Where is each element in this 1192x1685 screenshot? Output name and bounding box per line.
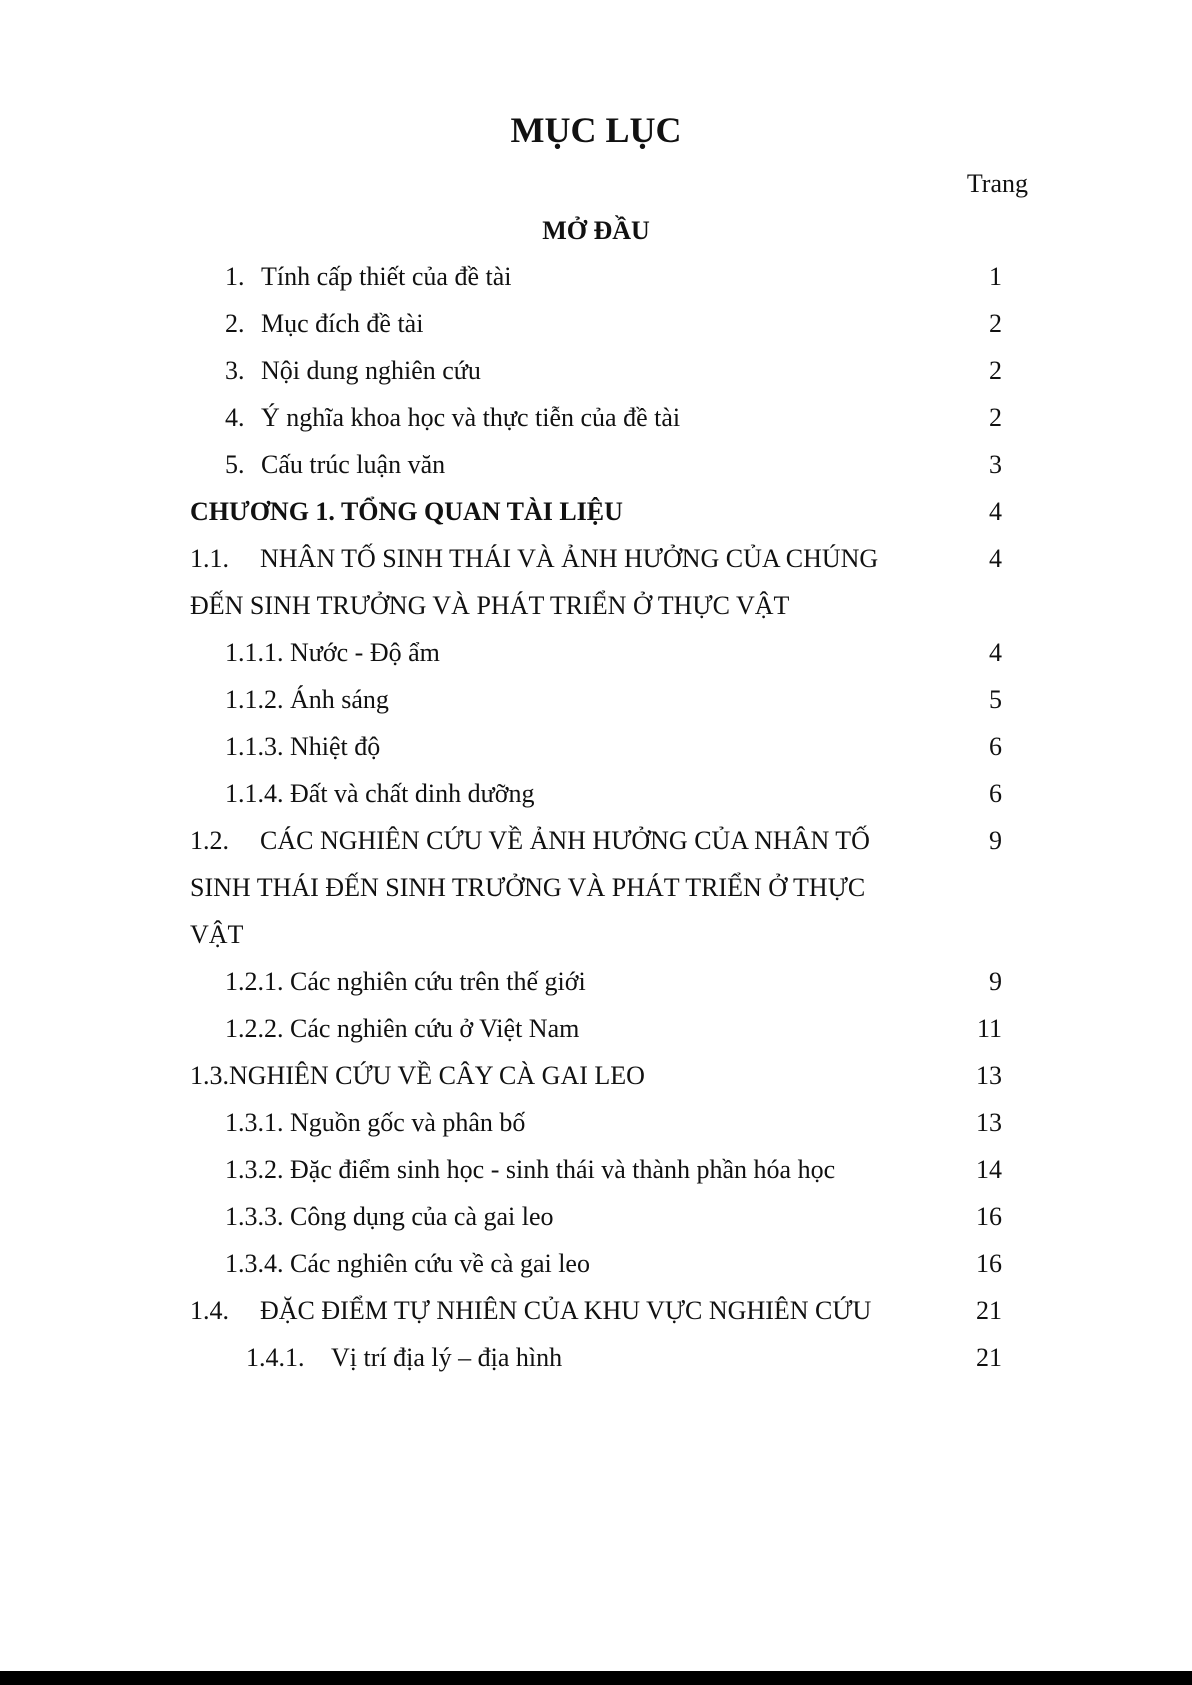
toc-entry-text: Cấu trúc luận văn bbox=[261, 450, 446, 479]
toc-entry-number: 1. bbox=[225, 262, 245, 291]
toc-page-number: 5 bbox=[989, 685, 1002, 714]
toc-page-number: 4 bbox=[989, 544, 1002, 573]
toc-page-number: 2 bbox=[989, 356, 1002, 385]
toc-subsection[interactable]: 1.3.3. Công dụng của cà gai leo bbox=[225, 1202, 554, 1231]
toc-page-number: 4 bbox=[989, 497, 1002, 526]
toc-subsection[interactable]: 1.1.1. Nước - Độ ẩm bbox=[225, 638, 440, 667]
toc-page-number: 21 bbox=[976, 1343, 1002, 1372]
toc-entry-text: CÁC NGHIÊN CỨU VỀ ẢNH HƯỞNG CỦA NHÂN TỐ bbox=[260, 826, 870, 855]
toc-chapter[interactable]: CHƯƠNG 1. TỔNG QUAN TÀI LIỆU bbox=[190, 497, 623, 526]
toc-page-number: 3 bbox=[989, 450, 1002, 479]
toc-page-number: 16 bbox=[976, 1249, 1002, 1278]
toc-subsection[interactable]: 1.1.2. Ánh sáng bbox=[225, 685, 389, 714]
toc-subsection[interactable] bbox=[246, 1342, 562, 1374]
toc-subsection[interactable]: 1.3.1. Nguồn gốc và phân bố bbox=[225, 1108, 526, 1137]
toc-section-continuation: SINH THÁI ĐẾN SINH TRƯỞNG VÀ PHÁT TRIỂN Ở THỰC bbox=[190, 873, 866, 902]
toc-page-number: 13 bbox=[976, 1108, 1002, 1137]
toc-page-number: 6 bbox=[989, 732, 1002, 761]
toc-page-number: 11 bbox=[976, 1014, 1002, 1043]
toc-subsection[interactable]: 1.1.3. Nhiệt độ bbox=[225, 732, 381, 761]
toc-entry-text: NHÂN TỐ SINH THÁI VÀ ẢNH HƯỞNG CỦA CHÚNG bbox=[260, 544, 879, 573]
toc-page-number: 4 bbox=[989, 638, 1002, 667]
toc-page-number: 1 bbox=[989, 262, 1002, 291]
toc-entry-text: Nội dung nghiên cứu bbox=[261, 356, 481, 385]
toc-page-number: 9 bbox=[989, 967, 1002, 996]
toc-entry-number: 1.2. bbox=[190, 826, 229, 855]
toc-section-continuation: VẬT bbox=[190, 920, 244, 949]
page-title: MỤC LỤC bbox=[510, 110, 682, 150]
intro-heading: MỞ ĐẦU bbox=[542, 216, 650, 245]
toc-entry[interactable] bbox=[225, 402, 680, 434]
toc-page-number: 6 bbox=[989, 779, 1002, 808]
toc-entry-text: Vị trí địa lý – địa hình bbox=[331, 1343, 563, 1372]
toc-page-number: 9 bbox=[989, 826, 1002, 855]
toc-subsection[interactable]: 1.3.4. Các nghiên cứu về cà gai leo bbox=[225, 1249, 590, 1278]
toc-entry-text: ĐẶC ĐIỂM TỰ NHIÊN CỦA KHU VỰC NGHIÊN CỨU bbox=[260, 1296, 872, 1325]
toc-subsection[interactable]: 1.2.1. Các nghiên cứu trên thế giới bbox=[225, 967, 586, 996]
toc-subsection[interactable]: 1.2.2. Các nghiên cứu ở Việt Nam bbox=[225, 1014, 580, 1043]
toc-page-number: 16 bbox=[976, 1202, 1002, 1231]
toc-entry-number: 1.1. bbox=[190, 544, 229, 573]
toc-section[interactable] bbox=[190, 1295, 871, 1327]
toc-entry-text: Mục đích đề tài bbox=[261, 309, 424, 338]
toc-section-continuation: ĐẾN SINH TRƯỞNG VÀ PHÁT TRIỂN Ở THỰC VẬT bbox=[190, 591, 790, 620]
toc-section[interactable]: 1.3.NGHIÊN CỨU VỀ CÂY CÀ GAI LEO bbox=[190, 1061, 645, 1090]
toc-entry-text: Ý nghĩa khoa học và thực tiễn của đề tài bbox=[261, 403, 681, 432]
toc-entry[interactable] bbox=[225, 308, 423, 340]
toc-entry[interactable] bbox=[225, 355, 481, 387]
toc-entry[interactable] bbox=[225, 261, 512, 293]
toc-section[interactable] bbox=[190, 543, 878, 575]
page-bottom-edge bbox=[0, 1671, 1192, 1685]
toc-page-number: 14 bbox=[976, 1155, 1002, 1184]
toc-entry-number: 5. bbox=[225, 450, 245, 479]
toc-entry[interactable] bbox=[225, 449, 445, 481]
toc-entry-number: 3. bbox=[225, 356, 245, 385]
toc-entry-number: 2. bbox=[225, 309, 245, 338]
toc-entry-number: 1.4. bbox=[190, 1296, 229, 1325]
toc-page-number: 21 bbox=[976, 1296, 1002, 1325]
toc-entry-number: 1.4.1. bbox=[246, 1343, 305, 1372]
toc-entry-number: 4. bbox=[225, 403, 245, 432]
toc-page-number: 2 bbox=[989, 309, 1002, 338]
toc-page-number: 13 bbox=[976, 1061, 1002, 1090]
page-column-label: Trang bbox=[966, 169, 1028, 198]
toc-subsection[interactable]: 1.1.4. Đất và chất dinh dưỡng bbox=[225, 779, 535, 808]
toc-entry-text: Tính cấp thiết của đề tài bbox=[261, 262, 512, 291]
toc-subsection[interactable]: 1.3.2. Đặc điểm sinh học - sinh thái và thành phần hóa học bbox=[225, 1155, 836, 1184]
toc-section[interactable] bbox=[190, 825, 870, 857]
toc-page-number: 2 bbox=[989, 403, 1002, 432]
